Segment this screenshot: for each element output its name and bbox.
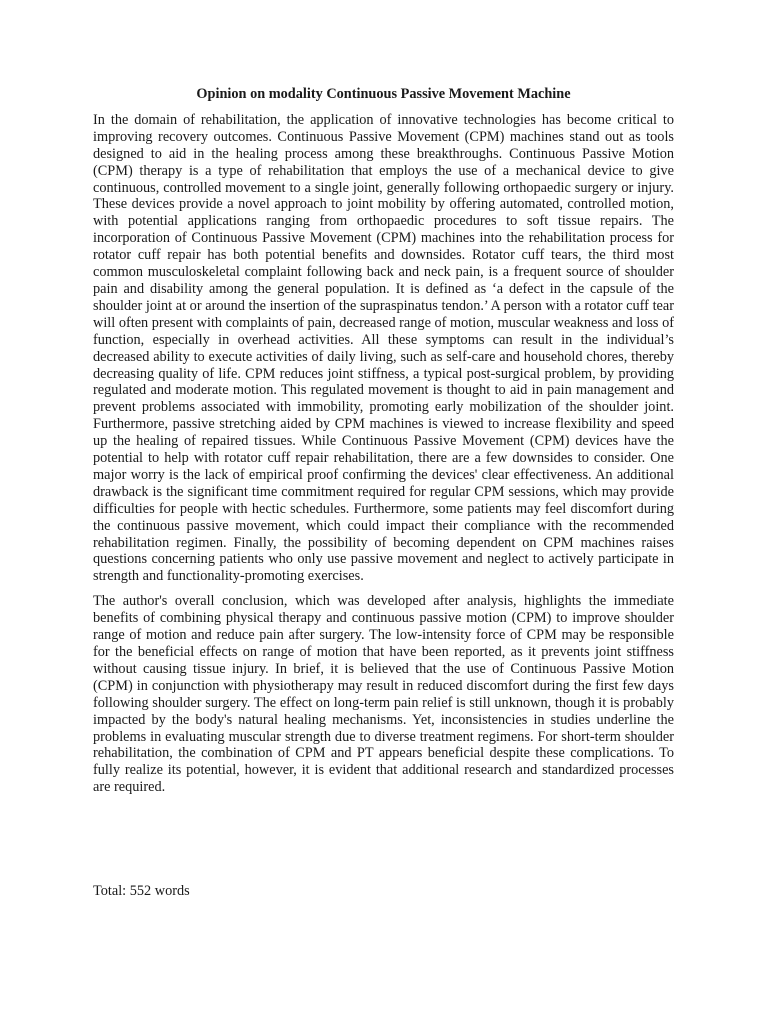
document-page: [93, 86, 674, 899]
body-paragraph-1: In the domain of rehabilitation, the application of innovative technologies has become critical to improving recovery outcomes. Continuous Passive Movement (CPM) machines stand out as tools designed to aid in the healing process among these breakthroughs. Continuous Passive Motion (CPM) therapy is a type of rehabilitation that employs the use of a mechanical device to give continuous, controlled movement to a single joint, generally following orthopaedic surgery or injury. These devices provide a novel approach to joint mobility by offering automated, controlled motion, with potential applications ranging from orthopaedic procedures to soft tissue repairs. The incorporation of Continuous Passive Movement (CPM) machines into the rehabilitation process for rotator cuff repair has both potential benefits and downsides. Rotator cuff tears, the third most common musculoskeletal complaint following back and neck pain, is a frequent source of shoulder pain and disability among the general population. It is defined as ‘a defect in the capsule of the shoulder joint at or around the insertion of the supraspinatus tendon.’ A person with a rotator cuff tear will often present with complaints of pain, decreased range of motion, muscular weakness and loss of function, especially in overhead activities. All these symptoms can result in the individual’s decreased ability to execute activities of daily living, such as self-care and household chores, thereby decreasing quality of life. CPM reduces joint stiffness, a typical post-surgical problem, by providing regulated and moderate motion. This regulated movement is thought to aid in pain management and prevent problems associated with immobility, promoting early mobilization of the shoulder joint. Furthermore, passive stretching aided by CPM machines is viewed to increase flexibility and speed up the healing of repaired tissues. While Continuous Passive Movement (CPM) devices have the potential to help with rotator cuff repair rehabilitation, there are a few downsides to consider. One major worry is the lack of empirical proof confirming the devices' clear effectiveness. An additional drawback is the significant time commitment required for regular CPM sessions, which may provide difficulties for people with hectic schedules. Furthermore, some patients may feel discomfort during the continuous passive movement, which could impact their compliance with the recommended rehabilitation regimen. Finally, the possibility of becoming dependent on CPM machines raises questions concerning patients who only use passive movement and neglect to actively participate in strength and functionality-promoting exercises.: [93, 111, 674, 585]
document-title: Opinion on modality Continuous Passive Movement Machine: [196, 86, 571, 102]
body-paragraph-2: The author's overall conclusion, which was developed after analysis, highlights the immediate benefits of combining physical therapy and continuous passive motion (CPM) to improve shoulder range of motion and reduce pain after surgery. The low-intensity force of CPM may be responsible for the beneficial effects on range of motion that have been reported, as it prevents joint stiffness without causing tissue injury. In brief, it is believed that the use of Continuous Passive Motion (CPM) in conjunction with physiotherapy may result in reduced discomfort during the first few days following shoulder surgery. The effect on long-term pain relief is still unknown, though it is probably impacted by the body's natural healing mechanisms. Yet, inconsistencies in studies underline the problems in evaluating muscular strength due to diverse treatment regimens. For short-term shoulder rehabilitation, the combination of CPM and PT appears beneficial despite these complications. To fully realize its potential, however, it is evident that additional research and standardized processes are required.: [93, 593, 674, 796]
word-count: Total: 552 words: [93, 883, 190, 899]
